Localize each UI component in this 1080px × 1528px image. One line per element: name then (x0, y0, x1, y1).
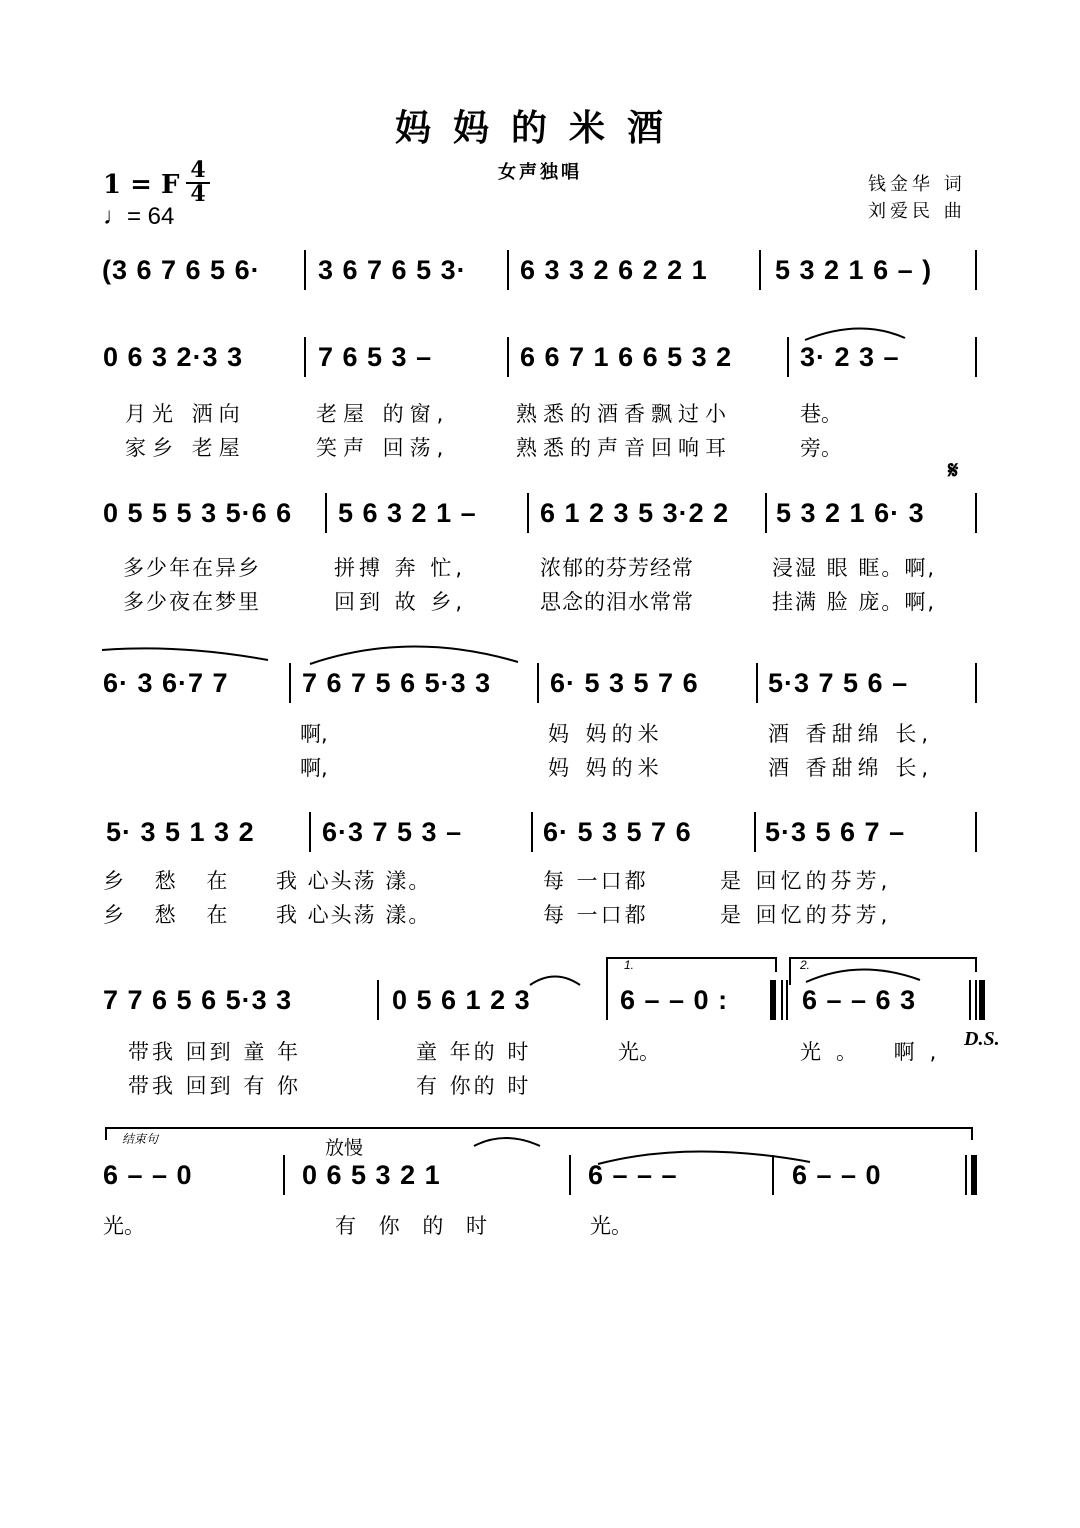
lyric-5-1b: 乡 愁 在 (103, 903, 240, 927)
measure-3-2: 5 6 3 2 1 – (338, 498, 477, 528)
quarter-note-icon: ♩ (103, 203, 127, 230)
measure-5-4: 5·3 5 6 7 – (765, 817, 906, 847)
lyric-3-1a: 多少年在异乡 (123, 556, 261, 580)
measure-3-4: 5 3 2 1 6· 3 (776, 498, 925, 528)
lyric-5-1a: 乡 愁 在 (103, 869, 240, 893)
measure-2-2: 7 6 5 3 – (318, 342, 433, 372)
ending-bracket-label: 结束句 (122, 1132, 159, 1146)
measure-6-1: 7 7 6 5 6 5·3 3 (103, 985, 293, 1015)
lyric-4-3b: 妈 妈的米 (548, 756, 664, 780)
ds-marking: D.S. (964, 1028, 1000, 1050)
time-signature-bottom: 4 (186, 182, 210, 204)
measure-5-3: 6· 5 3 5 7 6 (543, 817, 692, 847)
lyric-7-3: 光。 (590, 1214, 632, 1238)
measure-2-4: 3· 2 3 – (800, 342, 900, 372)
measure-1-2: 3 6 7 6 5 3· (318, 255, 467, 285)
measure-5-2: 6·3 7 5 3 – (322, 817, 463, 847)
lyric-4-2b: 啊, (300, 756, 328, 780)
measure-7-3: 6 – – – (588, 1160, 678, 1190)
lyric-6-1a: 带我 回到 童 年 (128, 1040, 302, 1064)
lyric-2-2a: 老屋 的窗, (316, 402, 450, 426)
lyric-3-3a: 浓郁的芬芳经常 (540, 556, 694, 580)
measure-4-1: 6· 3 6·7 7 (103, 668, 229, 698)
lyric-6-1b: 带我 回到 有 你 (128, 1074, 302, 1098)
lyric-3-3b: 思念的泪水常常 (540, 590, 694, 614)
measure-2-1: 0 6 3 2·3 3 (103, 342, 244, 372)
measure-2-3: 6 6 7 1 6 6 5 3 2 (520, 342, 733, 372)
volta-2-label: 2. (800, 958, 811, 972)
measure-1-1: (3 6 7 6 5 6· (102, 255, 261, 285)
measure-5-1: 5· 3 5 1 3 2 (106, 817, 255, 847)
lyric-3-1b: 多少夜在梦里 (123, 590, 261, 614)
lyric-5-4b: 是 回忆的芬芳, (720, 903, 892, 927)
lyric-5-4a: 是 回忆的芬芳, (720, 869, 892, 893)
measure-4-4: 5·3 7 5 6 – (768, 668, 909, 698)
lyric-5-3a: 每 一口都 (543, 869, 649, 893)
lyric-2-2b: 笑声 回荡, (316, 436, 450, 460)
lyric-7-1: 光。 (103, 1214, 145, 1238)
lyric-6-2a: 童 年的 时 (416, 1040, 532, 1064)
lyric-3-4b: 挂满 脸 庞。啊, (772, 590, 937, 614)
measure-3-3: 6 1 2 3 5 3·2 2 (540, 498, 730, 528)
segno-icon: 𝄋 (948, 458, 959, 484)
lyric-4-4a: 酒 香甜绵 长, (768, 722, 934, 746)
measure-7-2: 0 6 5 3 2 1 (302, 1160, 441, 1190)
measure-4-3: 6· 5 3 5 7 6 (550, 668, 699, 698)
key-signature: 1 = F (103, 170, 180, 200)
lyric-2-3b: 熟悉的声音回响耳 (516, 436, 732, 460)
lyric-6-3a: 光。 (618, 1040, 660, 1064)
lyric-6-2b: 有 你的 时 (416, 1074, 532, 1098)
composer-credit: 刘爱民 曲 (868, 201, 966, 222)
lyric-4-4b: 酒 香甜绵 长, (768, 756, 934, 780)
lyric-4-3a: 妈 妈的米 (548, 722, 664, 746)
song-subtitle: 女声独唱 (498, 162, 582, 183)
measure-1-3: 6 3 3 2 6 2 2 1 (520, 255, 708, 285)
lyric-2-1b: 家乡 老屋 (125, 436, 246, 460)
lyric-5-2a: 我 心头荡 漾。 (276, 869, 432, 893)
lyric-5-2b: 我 心头荡 漾。 (276, 903, 432, 927)
measure-6-3: 6 – – 0 : (620, 985, 729, 1015)
lyricist-credit: 钱金华 词 (868, 174, 966, 195)
lyric-3-2a: 拼搏 奔 忙, (334, 556, 467, 580)
lyric-6-4a: 光。 啊, (800, 1040, 952, 1064)
lyric-3-4a: 浸湿 眼 眶。啊, (772, 556, 937, 580)
time-signature-top: 4 (190, 157, 206, 183)
tempo-value: = 64 (127, 203, 175, 230)
measure-6-4: 6 – – 6 3 (802, 985, 917, 1015)
lyric-4-2a: 啊, (300, 722, 328, 746)
song-title: 妈妈的米酒 (394, 107, 685, 149)
lyric-5-3b: 每 一口都 (543, 903, 649, 927)
measure-7-1: 6 – – 0 (103, 1160, 193, 1190)
volta-1-label: 1. (624, 958, 635, 972)
measure-7-4: 6 – – 0 (792, 1160, 882, 1190)
slow-marking: 放慢 (325, 1137, 364, 1159)
lyric-2-4b: 旁。 (800, 436, 842, 460)
measure-3-1: 0 5 5 5 3 5·6 6 (103, 498, 293, 528)
lyric-2-4a: 巷。 (800, 402, 842, 426)
lyric-2-3a: 熟悉的酒香飘过小 (516, 402, 732, 426)
measure-4-2: 7 6 7 5 6 5·3 3 (302, 668, 492, 698)
lyric-7-2: 有 你 的 时 (335, 1214, 496, 1238)
lyric-3-2b: 回到 故 乡, (334, 590, 467, 614)
measure-1-4: 5 3 2 1 6 – ) (775, 255, 933, 285)
lyric-2-1a: 月光 洒向 (125, 402, 246, 426)
measure-6-2: 0 5 6 1 2 3 (392, 985, 531, 1015)
